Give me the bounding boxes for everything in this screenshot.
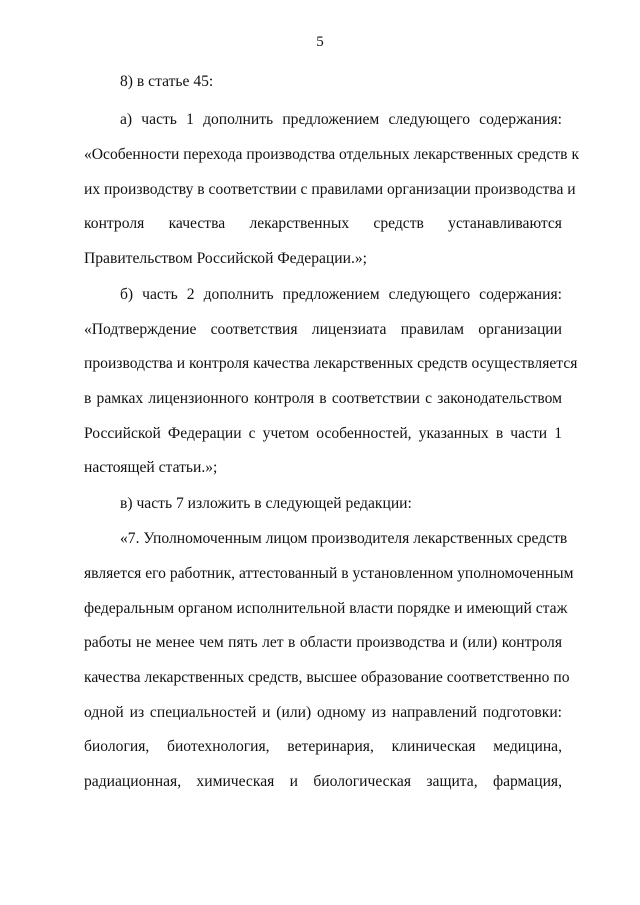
text-line: контроля качества лекарственных средств устанавливаются	[84, 215, 562, 232]
list-item-heading: 8) в статье 45:	[120, 73, 214, 90]
text-line: радиационная, химическая и биологическая защита, фармация,	[84, 773, 562, 790]
page-number: 5	[316, 34, 324, 50]
text-line: а) часть 1 дополнить предложением следующего содержания:	[120, 111, 562, 128]
text-line: Российской Федерации с учетом особенностей, указанных в части 1	[84, 425, 562, 442]
text-line: Правительством Российской Федерации.»;	[84, 250, 367, 267]
text-line: в рамках лицензионного контроля в соответствии с законодательством	[84, 390, 562, 407]
text-line: их производству в соответствии с правилами организации производства и	[84, 181, 576, 198]
text-line: «7. Уполномоченным лицом производителя лекарственных средств	[120, 530, 568, 547]
text-line: настоящей статьи.»;	[84, 459, 218, 476]
text-line: производства и контроля качества лекарственных средств осуществляется	[84, 355, 578, 372]
text-line: б) часть 2 дополнить предложением следующего содержания:	[120, 286, 562, 303]
text-line: биология, биотехнология, ветеринария, клиническая медицина,	[84, 738, 562, 755]
text-line: качества лекарственных средств, высшее образование соответственно по	[84, 669, 570, 686]
text-line: в) часть 7 изложить в следующей редакции:	[120, 495, 412, 512]
text-line: «Подтверждение соответствия лицензиата правилам организации	[84, 321, 562, 338]
text-line: является его работник, аттестованный в установленном уполномоченным	[84, 565, 574, 582]
text-line: федеральным органом исполнительной власти порядке и имеющий стаж	[84, 600, 568, 617]
text-line: работы не менее чем пять лет в области производства и (или) контроля	[84, 634, 562, 651]
text-line: одной из специальностей и (или) одному из направлений подготовки:	[84, 704, 562, 721]
text-line: «Особенности перехода производства отдельных лекарственных средств к	[84, 146, 580, 163]
